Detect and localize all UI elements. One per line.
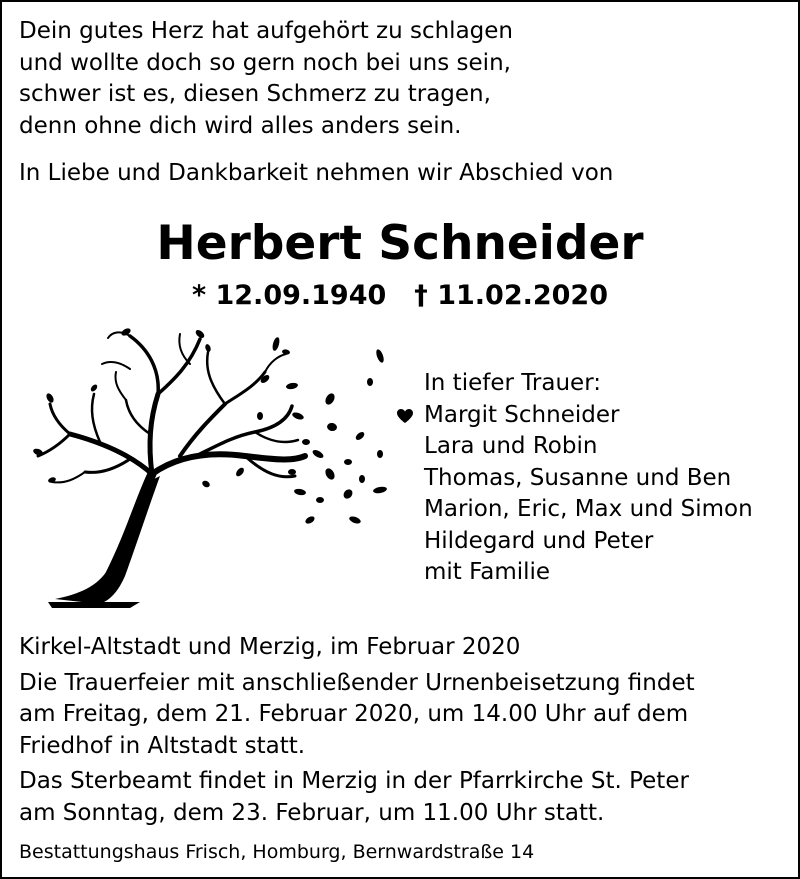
- funeral-info: [19, 668, 695, 763]
- poem-line: und wollte doch so gern noch bei uns sein,: [19, 49, 511, 76]
- mourner-name: Margit Schneider: [424, 401, 620, 428]
- death-date: † 11.02.2020: [414, 280, 609, 311]
- funeral-line: Die Trauerfeier mit anschließender Urnenbeisetzung findet: [19, 669, 695, 696]
- place-date: Kirkel-Altstadt und Merzig, im Februar 2020: [19, 634, 521, 660]
- funeral-line: Friedhof in Altstadt statt.: [19, 732, 306, 759]
- poem-line: denn ohne dich wird alles anders sein.: [19, 112, 462, 139]
- tree-icon: [30, 324, 415, 612]
- mourner-name: Marion, Eric, Max und Simon: [424, 496, 753, 522]
- birth-date: * 12.09.1940: [191, 280, 387, 311]
- mass-line: am Sonntag, dem 23. Februar, um 11.00 Uhr statt.: [19, 799, 605, 826]
- poem-line: Dein gutes Herz hat aufgehört zu schlagen: [19, 18, 513, 44]
- mass-line: Das Sterbeamt findet in Merzig in der Pfarrkirche St. Peter: [19, 768, 689, 794]
- mourner-name: Lara und Robin: [424, 433, 598, 459]
- mourners-heading: In tiefer Trauer:: [424, 370, 601, 396]
- mourner-name: mit Familie: [424, 559, 551, 585]
- farewell-intro: In Liebe und Dankbarkeit nehmen wir Abschied von: [19, 160, 614, 186]
- poem: [19, 16, 513, 142]
- mourner-name: Hildegard und Peter: [424, 527, 654, 554]
- mourners-list: [424, 368, 753, 589]
- closing-text: [19, 632, 695, 829]
- funeral-line: am Freitag, dem 21. Februar 2020, um 14.00 Uhr auf dem: [19, 701, 689, 727]
- funeral-home: Bestattungshaus Frisch, Homburg, Bernwardstraße 14: [19, 841, 535, 863]
- heart-icon: [396, 408, 414, 424]
- deceased-name: Herbert Schneider: [156, 216, 644, 271]
- poem-line: schwer ist es, diesen Schmerz zu tragen,: [19, 81, 491, 107]
- mourner-name: Thomas, Susanne und Ben: [424, 464, 732, 491]
- mass-info: [19, 766, 695, 829]
- life-dates: [2, 278, 798, 314]
